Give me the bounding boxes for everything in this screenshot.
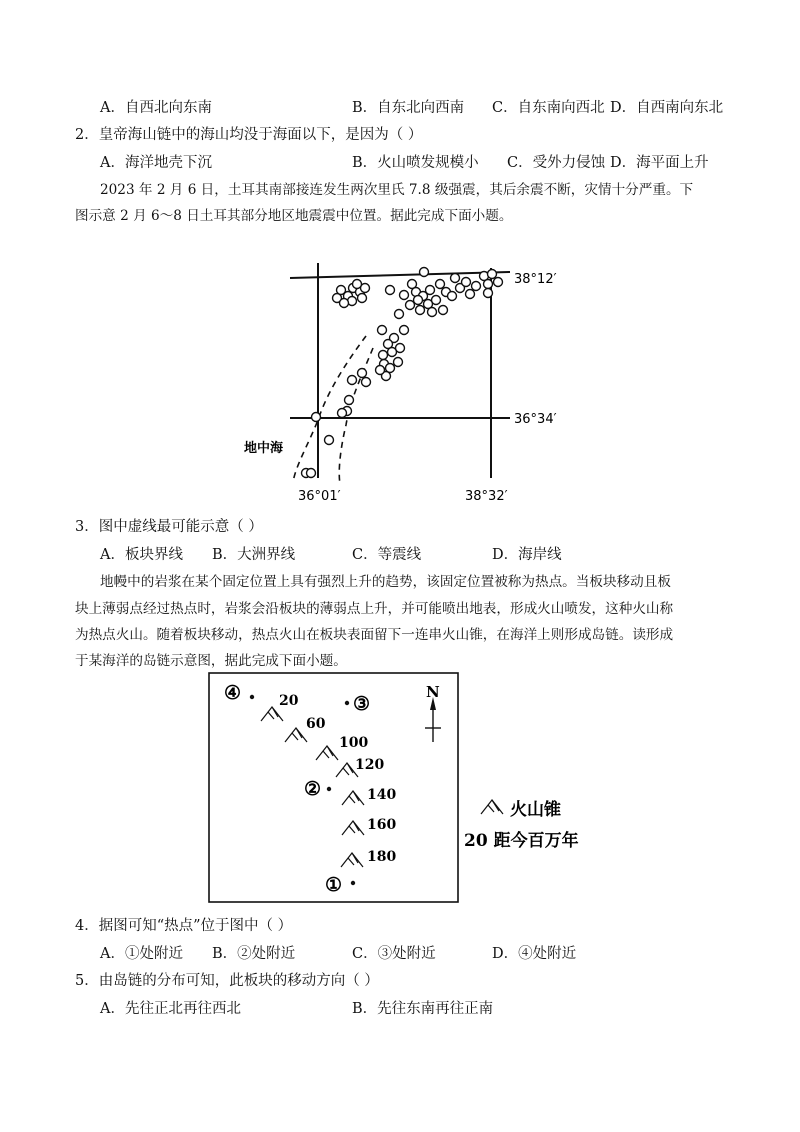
- epicenter-point: [348, 376, 357, 385]
- q1-option-c: C．自东南向西北: [492, 100, 605, 116]
- epicenter-point: [394, 358, 403, 367]
- lat-label-bottom: 36°34′: [514, 412, 557, 427]
- age-label-100: 100: [339, 735, 369, 751]
- volcano-cone-icon: [342, 821, 364, 835]
- q2-option-c: C．受外力侵蚀: [507, 155, 606, 171]
- lon-label-left: 36°01′: [298, 489, 341, 504]
- age-label-140: 140: [367, 787, 397, 803]
- epicenter-point: [484, 289, 493, 298]
- epicenter-point: [307, 469, 316, 478]
- volcano-cone-icon: [341, 853, 363, 867]
- point-3-label: ③: [353, 693, 371, 715]
- epicenter-point: [358, 294, 367, 303]
- epicenter-point: [400, 326, 409, 335]
- epicenter-point: [378, 326, 387, 335]
- intro1-line1: 2023 年 2 月 6 日，土耳其南部接连发生两次里氏 7.8 级强震，其后余震不断，灾情十分严重。下: [100, 182, 694, 198]
- point-4-dot: [250, 695, 254, 699]
- epicenter-point: [451, 274, 460, 283]
- epicenter-point: [466, 290, 475, 299]
- intro2-line3: 为热点火山。随着板块移动，热点火山在板块表面留下一连串火山锥，在海洋上则形成岛链。读形成: [75, 627, 674, 643]
- point-3-dot: [345, 701, 349, 705]
- epicenter-point: [488, 270, 497, 279]
- volcano-cone-icon: [316, 746, 338, 760]
- epicenter-point: [358, 369, 367, 378]
- point-4-label: ④: [224, 682, 242, 704]
- lat-label-top: 38°12′: [514, 272, 557, 287]
- epicenter-point: [400, 291, 409, 300]
- q5-option-b: B．先往东南再往正南: [352, 1001, 494, 1017]
- intro2-line4: 于某海洋的岛链示意图，据此完成下面小题。: [75, 653, 347, 669]
- q1-option-a: A．自西北向东南: [100, 100, 212, 116]
- epicenter-point: [439, 306, 448, 315]
- q3-option-b: B．大洲界线: [212, 547, 296, 563]
- lon-label-right: 38°32′: [465, 489, 508, 504]
- intro1-line2: 图示意 2 月 6～8 日土耳其部分地区地震震中位置。据此完成下面小题。: [75, 208, 513, 224]
- q4-option-c: C．③处附近: [352, 946, 436, 962]
- epicenter-point: [426, 286, 435, 295]
- intro2-line2: 块上薄弱点经过热点时，岩浆会沿板块的薄弱点上升，并可能喷出地表，形成火山喷发，这种火山称: [75, 601, 674, 617]
- epicenter-point: [428, 308, 437, 317]
- legend-volcano-icon: [481, 800, 503, 814]
- age-label-120: 120: [355, 757, 385, 773]
- epicenter-point: [325, 436, 334, 445]
- point-2-label: ②: [304, 778, 322, 800]
- point-1-label: ①: [325, 874, 343, 896]
- epicenter-point: [376, 366, 385, 375]
- epicenter-point: [312, 413, 321, 422]
- age-label-20: 20: [279, 693, 299, 709]
- q2-option-d: D．海平面上升: [610, 155, 709, 171]
- q3-stem: 3．图中虚线最可能示意（ ）: [75, 519, 263, 535]
- q2-option-a: A．海洋地壳下沉: [100, 155, 212, 171]
- q1-option-d: D．自西南向东北: [610, 100, 724, 116]
- sea-label: 地中海: [244, 441, 284, 456]
- epicenter-point: [362, 378, 371, 387]
- epicenter-point: [345, 396, 354, 405]
- age-label-160: 160: [367, 817, 397, 833]
- map-frame: [209, 673, 458, 902]
- epicenter-point: [395, 310, 404, 319]
- legend-volcano-label: 火山锥: [510, 800, 561, 820]
- epicenter-point: [388, 348, 397, 357]
- epicenter-point: [379, 351, 388, 360]
- volcano-cone-icon: [261, 707, 283, 721]
- latitude-line-top: [290, 272, 510, 278]
- epicenter-point: [386, 286, 395, 295]
- q1-option-b: B．自东北向西南: [352, 100, 465, 116]
- q5-stem: 5．由岛链的分布可知，此板块的移动方向（ ）: [75, 973, 379, 989]
- epicenter-point: [472, 282, 481, 291]
- volcano-cone-icon: [342, 791, 364, 805]
- epicenter-point: [484, 280, 493, 289]
- north-arrow-icon: [425, 697, 441, 742]
- dashed-line-west: [293, 336, 366, 482]
- epicenter-point: [420, 268, 429, 277]
- q2-option-b: B．火山喷发规模小: [352, 155, 479, 171]
- epicenter-point: [406, 301, 415, 310]
- q5-option-a: A．先往正北再往西北: [100, 1001, 241, 1017]
- q4-option-a: A．①处附近: [100, 946, 183, 962]
- intro2-line1: 地幔中的岩浆在某个固定位置上具有强烈上升的趋势，该固定位置被称为热点。当板块移动且板: [100, 574, 671, 590]
- epicenter-point: [416, 306, 425, 315]
- q4-stem: 4．据图可知“热点”位于图中（ ）: [75, 918, 293, 934]
- epicenter-point: [353, 280, 362, 289]
- epicenter-point: [448, 292, 457, 301]
- legend-age-label: 20 距今百万年: [464, 831, 579, 851]
- epicenter-cluster: [302, 268, 503, 478]
- epicenter-point: [436, 280, 445, 289]
- age-label-60: 60: [306, 716, 326, 732]
- q4-option-b: B．②处附近: [212, 946, 296, 962]
- volcano-cone-icon: [285, 728, 307, 742]
- earthquake-map: [230, 255, 560, 515]
- point-1-dot: [351, 881, 355, 885]
- q4-option-d: D．④处附近: [492, 946, 577, 962]
- q3-option-a: A．板块界线: [100, 547, 183, 563]
- q3-option-d: D．海岸线: [492, 547, 562, 563]
- point-2-dot: [327, 787, 331, 791]
- epicenter-point: [462, 278, 471, 287]
- epicenter-point: [494, 278, 503, 287]
- island-chain-map: [200, 668, 610, 908]
- age-label-180: 180: [367, 849, 397, 865]
- epicenter-point: [338, 409, 347, 418]
- q2-stem: 2．皇帝海山链中的海山均没于海面以下，是因为（ ）: [75, 127, 423, 143]
- epicenter-point: [340, 299, 349, 308]
- north-label: N: [426, 683, 440, 701]
- q3-option-c: C．等震线: [352, 547, 422, 563]
